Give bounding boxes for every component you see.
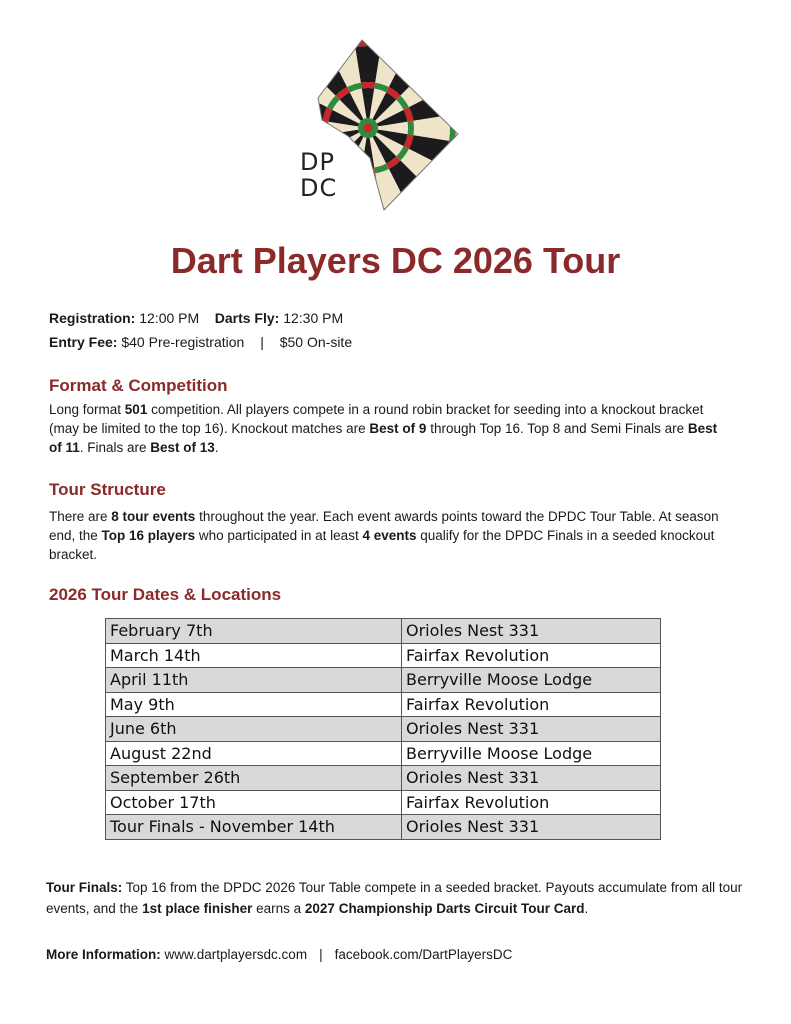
table-row (106, 692, 661, 717)
structure-bold: 4 events (362, 528, 417, 543)
more-info-line (46, 944, 746, 965)
format-text: Long format (49, 402, 125, 417)
finals-text: . (584, 901, 589, 916)
location-cell: Fairfax Revolution (402, 790, 661, 815)
registration-line (49, 310, 343, 326)
darts-fly-value: 12:30 PM (283, 310, 344, 326)
date-cell: Tour Finals - November 14th (106, 815, 402, 840)
date-cell: March 14th (106, 643, 402, 668)
location-cell: Berryville Moose Lodge (402, 668, 661, 693)
more-info-separator: | (319, 947, 323, 962)
structure-bold: Top 16 players (101, 528, 196, 543)
finals-bold: 1st place finisher (142, 901, 253, 916)
table-row (106, 717, 661, 742)
location-cell: Fairfax Revolution (402, 643, 661, 668)
format-bold: Best of 13 (150, 440, 215, 455)
entry-fee-label: Entry Fee: (49, 334, 118, 350)
format-heading: Format & Competition (49, 376, 228, 395)
registration-value: 12:00 PM (139, 310, 200, 326)
finals-text: earns a (252, 901, 305, 916)
location-cell: Orioles Nest 331 (402, 815, 661, 840)
structure-text: There are (49, 509, 112, 524)
table-row (106, 815, 661, 840)
facebook-link[interactable]: facebook.com/DartPlayersDC (334, 947, 513, 962)
entry-fee-onsite: $50 On-site (279, 334, 353, 350)
dates-heading: 2026 Tour Dates & Locations (49, 585, 282, 604)
format-paragraph (49, 400, 729, 457)
format-bold: 501 (124, 402, 148, 417)
entry-fee-line (49, 334, 352, 350)
structure-bold: 8 tour events (111, 509, 196, 524)
location-cell: Orioles Nest 331 (402, 766, 661, 791)
format-text: . (214, 440, 219, 455)
entry-fee-pre: $40 Pre-registration (121, 334, 245, 350)
finals-bold: 2027 Championship Darts Circuit Tour Card (304, 901, 585, 916)
finals-paragraph (46, 877, 746, 919)
date-cell: April 11th (106, 668, 402, 693)
date-cell: September 26th (106, 766, 402, 791)
format-text: competition. All players compete in a round robin bracket for seeding into a knockout bracket (may be limited to the top 16). Knockout matches are (49, 402, 704, 436)
date-cell: May 9th (106, 692, 402, 717)
structure-paragraph (49, 507, 729, 564)
table-row (106, 741, 661, 766)
tour-dates-table (105, 618, 661, 840)
date-cell: February 7th (106, 619, 402, 644)
logo-text-dp: DP (300, 148, 335, 176)
website-link[interactable]: www.dartplayersdc.com (164, 947, 308, 962)
structure-text: who participated in at least (195, 528, 363, 543)
page-title: Dart Players DC 2026 Tour (170, 240, 621, 281)
format-text: . Finals are (79, 440, 151, 455)
format-text: through Top 16. Top 8 and Semi Finals are (426, 421, 688, 436)
finals-label: Tour Finals: (46, 880, 123, 895)
table-row (106, 619, 661, 644)
logo-text-dc: DC (300, 174, 338, 202)
entry-fee-separator: | (260, 334, 264, 350)
table-row (106, 668, 661, 693)
date-cell: August 22nd (106, 741, 402, 766)
date-cell: June 6th (106, 717, 402, 742)
location-cell: Berryville Moose Lodge (402, 741, 661, 766)
location-cell: Fairfax Revolution (402, 692, 661, 717)
table-row (106, 766, 661, 791)
more-info-label: More Information: (46, 947, 161, 962)
table-row (106, 790, 661, 815)
darts-fly-label: Darts Fly: (214, 310, 280, 326)
format-bold: Best of 11 (49, 421, 718, 455)
location-cell: Orioles Nest 331 (402, 717, 661, 742)
date-cell: October 17th (106, 790, 402, 815)
structure-text: qualify for the DPDC Finals in a seeded knockout bracket. (49, 528, 715, 562)
finals-text: Top 16 from the DPDC 2026 Tour Table compete in a seeded bracket. Payouts accumulate from all tour events, and the (46, 880, 743, 916)
logo (300, 38, 460, 213)
format-bold: Best of 9 (369, 421, 427, 436)
structure-heading: Tour Structure (49, 480, 166, 499)
table-row (106, 643, 661, 668)
structure-text: throughout the year. Each event awards points toward the DPDC Tour Table. At season end, the (49, 509, 719, 543)
location-cell: Orioles Nest 331 (402, 619, 661, 644)
registration-label: Registration: (49, 310, 136, 326)
